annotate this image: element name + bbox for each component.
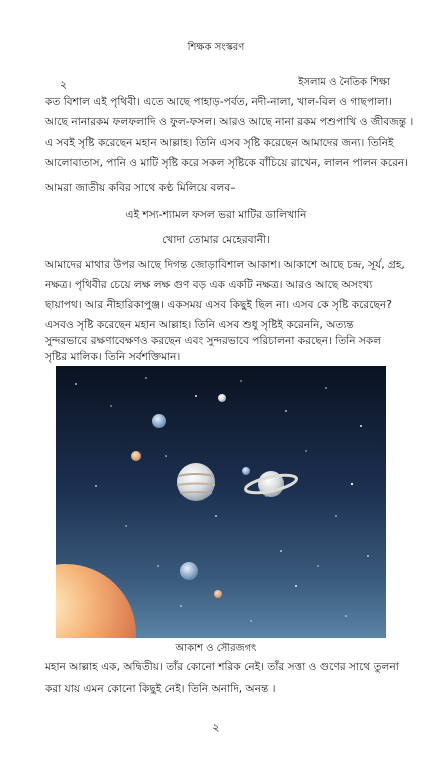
paragraph-line: সৃষ্টির মালিক। তিনি সর্বশক্তিমান। [45,351,181,363]
figure-caption: আকাশ ও সৌরজগৎ [175,643,257,654]
page-number-bottom: ২ [212,721,220,734]
paragraph-line: ছায়াপথ। আর নীহারিকাপুঞ্জ। একসময় এসব কিছুই ছিল না। এসব কে সৃষ্টি করেছেন? [45,299,392,311]
small-planet [131,451,141,461]
paragraph-line: এ সবই সৃষ্টি করেছেন মহান আল্লাহ। তিনি এসব সৃষ্টি করেছেন আমাদের জন্য। তিনিই [45,137,394,149]
paragraph-line: এসবও সৃষ্টি করেছেন মহান আল্লাহ। তিনি এসব শুধু সৃষ্টিই করেননি, অত্যন্ত [45,319,354,331]
saturn-planet [244,471,298,497]
paragraph-line: আমরা জাতীয় কবির সাথে কণ্ঠ মিলিয়ে বলব– [45,182,236,194]
space-illustration [56,366,386,638]
moon [218,394,226,402]
small-planet [152,414,166,428]
jupiter-planet [177,463,215,501]
paragraph-line: আছে নানারকম ফলফলাদি ও ফুল-ফসল। আরও আছে নানা রকম পশুপাখি ও জীবজন্তু । [45,116,414,128]
page-number-top: ২ [60,78,68,91]
poem-line: এই শস্য-শ্যামল ফসল ভরা মাটির ডালিখানি [125,209,307,221]
paragraph-line: সুন্দরভাবে রক্ষণাবেক্ষণও করছেন এবং সুন্দরভাবে পরিচালনা করছেন। তিনি সকল [45,335,382,347]
solar-system-image [56,366,386,638]
paragraph-line: করা যায় এমন কোনো কিছুই নেই। তিনি অনাদি, অনন্ত । [45,683,276,695]
paragraph-line: আলোবাতাস, পানি ও মাটি সৃষ্টি করে সকল সৃষ্টিকে বাঁচিয়ে রাখেন, লালন পালন করেন। [45,157,409,169]
poem-line: খোদা তোমার মেহেরবানী। [162,234,270,246]
paragraph-line: কত বিশাল এই পৃথিবী। এতে আছে পাহাড়-পর্বত, নদী-নালা, খাল-বিল ও গাছপালা। [45,96,392,108]
paragraph-line: আমাদের মাথার উপর আছে দিগন্ত জোড়াবিশাল আকাশ। আকাশে আছে চন্দ্র, সূর্য, গ্রহ, [45,259,405,271]
earth-planet [180,562,198,580]
small-planet [242,467,250,475]
book-title: ইসলাম ও নৈতিক শিক্ষা [298,77,390,88]
edition-label: শিক্ষক সংস্করণ [187,42,245,53]
paragraph-line: নক্ষত্র। পৃথিবীর চেয়ে লক্ষ লক্ষ গুণ বড় এক একটি নক্ষত্র। আরও আছে অসংখ্য [45,279,373,291]
small-planet [214,590,222,598]
stars [75,377,369,622]
paragraph-line: মহান আল্লাহ এক, অদ্বিতীয়। তাঁর কোনো শরিক নেই। তাঁর সত্তা ও গুণের সাথে তুলনা [45,661,399,673]
sun [56,564,136,638]
